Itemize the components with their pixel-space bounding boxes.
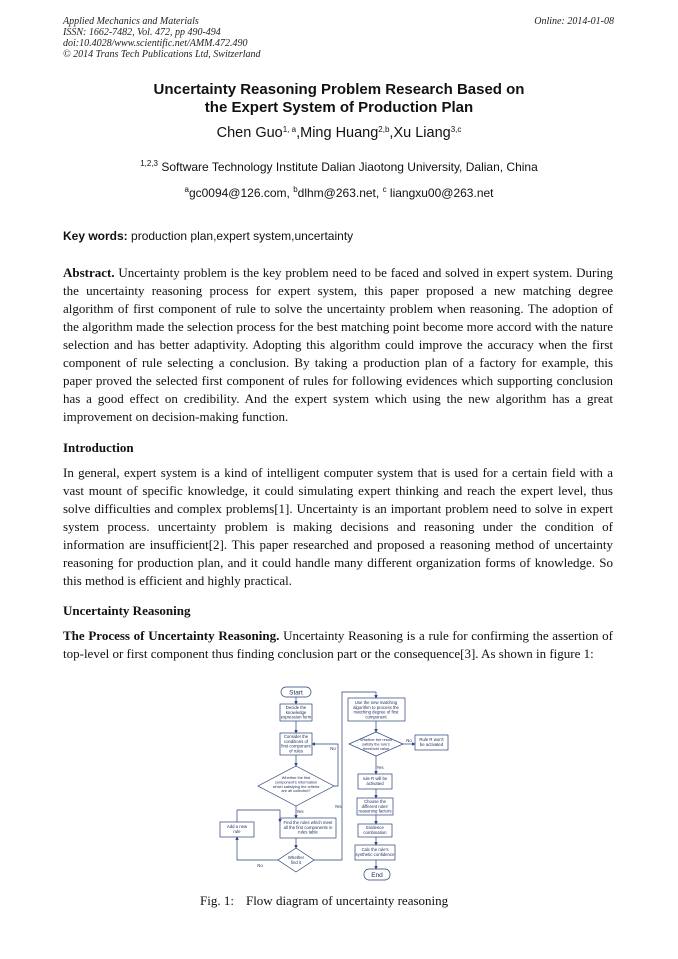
node-whether-first: Whether the first component's information which satisfying the criteria are all collected? xyxy=(272,775,320,794)
author-list: Chen Guo$^{1, a}$,Ming Huang$^{2,b}$,Xu Liang$^{3,c}$ xyxy=(216,125,462,141)
node-end: End xyxy=(371,872,383,879)
intro-heading: Introduction xyxy=(63,440,134,455)
node-choose: Choose the different rules' reasoning factors xyxy=(358,799,392,814)
email-sup: c xyxy=(382,185,387,194)
figure-caption xyxy=(200,893,448,909)
issn-line: ISSN: 1662-7482, Vol. 472, pp 490-494 xyxy=(63,27,221,38)
label-yes: Yes xyxy=(334,804,342,809)
affiliation xyxy=(0,160,678,174)
node-use-new: Use the new matching algorithm to process the matching degree of first component xyxy=(353,700,399,720)
label-yes: Yes xyxy=(376,765,384,770)
process-text: Uncertainty Reasoning is a rule for confirming the assertion of top-level or first component thus finding conclusion part or the consequence[3]. As shown in figure 1: xyxy=(63,628,614,661)
node-start: Start xyxy=(289,689,303,697)
keywords-label: Key words: xyxy=(63,229,128,243)
label-yes: Yes xyxy=(296,809,304,814)
abstract-label: Abstract. xyxy=(63,265,115,280)
doi-line: doi:10.4028/www.scientific.net/AMM.472.490 xyxy=(63,38,248,49)
email-sup: a xyxy=(184,185,189,194)
email-address[interactable]: dlhm@263.net, xyxy=(297,186,380,200)
title-line-1: Uncertainty Reasoning Problem Research Based on xyxy=(153,81,525,98)
intro-paragraph: In general, expert system is a kind of intelligent computer system that is used for a certain field with a vast mount of specific knowledge, it could simulating expert thinking and reach the expert level, thus solve difficulties and complex problems[1]. Uncertainty is an important problem need to solve in expert system process. uncertainty problem is making decisions and reasoning under the condition of information are insufficient[2]. This paper researched and proposed a reasoning method of uncertainty reasoning for production plan, and it could handle many different organization forms of knowledge. So this method is efficient and highly practical. xyxy=(63,465,613,588)
affiliation-sup: 1,2,3 xyxy=(140,159,158,168)
abstract-text: Uncertainty problem is the key problem need to be faced and solved in expert system. During the uncertainty reasoning process for expert system, this paper proposed a new matching degree algorithm of first component of rule to solve the uncertainty problem when reasoning. The adoption of the algorithm made the selection process for the best matching point become more accord with the nature selection and has better adaptivity. Adopting this algorithm could improve the accuracy when the first component of rule selecting a conclusion. By taking a production plan of a factory for example, this paper proved the selected first component of rules for following evidences which supporting conclusion has a good effect on credibility. And the expert system which using the new algorithm has a great improvement on decision-making function. xyxy=(63,265,613,424)
node-find-rules: Find the rules which meet all the first components in rules table xyxy=(283,820,333,835)
node-whether-result: Whether the result satisfy the rule's threshold value xyxy=(360,737,392,751)
node-rule-wont: Rule R won't be activated xyxy=(419,737,444,747)
process-label: The Process of Uncertainty Reasoning. xyxy=(63,628,280,643)
author-sup: 1, a xyxy=(282,125,297,134)
label-no: No xyxy=(330,746,336,751)
node-decide: Decide the knowledge expression form xyxy=(280,705,312,720)
flow-diagram xyxy=(210,682,450,887)
uncertainty-heading: Uncertainty Reasoning xyxy=(63,603,191,618)
paper-title xyxy=(0,81,678,117)
email-address[interactable]: gc0094@126.com, xyxy=(188,186,290,200)
node-whether-fit: Whether find it xyxy=(287,855,305,865)
author-name: Chen Guo xyxy=(216,125,283,141)
copyright-line: © 2014 Trans Tech Publications Ltd, Switzerland xyxy=(63,49,261,60)
online-date: Online: 2014-01-08 xyxy=(534,16,614,27)
abstract xyxy=(63,264,613,426)
node-add-rule: Add a new rule xyxy=(226,824,248,834)
email-address[interactable]: liangxu00@263.net xyxy=(389,186,494,200)
author-name: Ming Huang xyxy=(300,125,379,141)
node-consider: Consider the conditions of first component of rules xyxy=(281,734,311,754)
caption-number: Fig. 1: xyxy=(200,893,234,908)
label-no: No xyxy=(406,738,412,743)
email-sup: b xyxy=(293,185,298,194)
author-name: Xu Liang xyxy=(393,125,451,141)
journal-name: Applied Mechanics and Materials xyxy=(63,16,199,27)
keywords-text: production plan,expert system,uncertainty xyxy=(131,229,354,243)
running-header xyxy=(63,16,261,60)
node-evidence: Evidence combination xyxy=(363,825,387,835)
label-no: No xyxy=(257,863,263,868)
author-sup: 2,b xyxy=(378,125,390,134)
title-line-2: the Expert System of Production Plan xyxy=(204,99,474,116)
email-list xyxy=(0,186,678,200)
node-rule-will: rule R will be activated xyxy=(362,776,388,786)
affiliation-text: Software Technology Institute Dalian Jiaotong University, Dalian, China xyxy=(161,160,538,174)
keywords xyxy=(63,229,353,243)
caption-text: Flow diagram of uncertainty reasoning xyxy=(245,893,449,908)
node-calc: Calc the rule's synthetic confidence xyxy=(355,847,395,857)
author-sup: 3,c xyxy=(450,125,462,134)
process-paragraph xyxy=(63,627,613,663)
